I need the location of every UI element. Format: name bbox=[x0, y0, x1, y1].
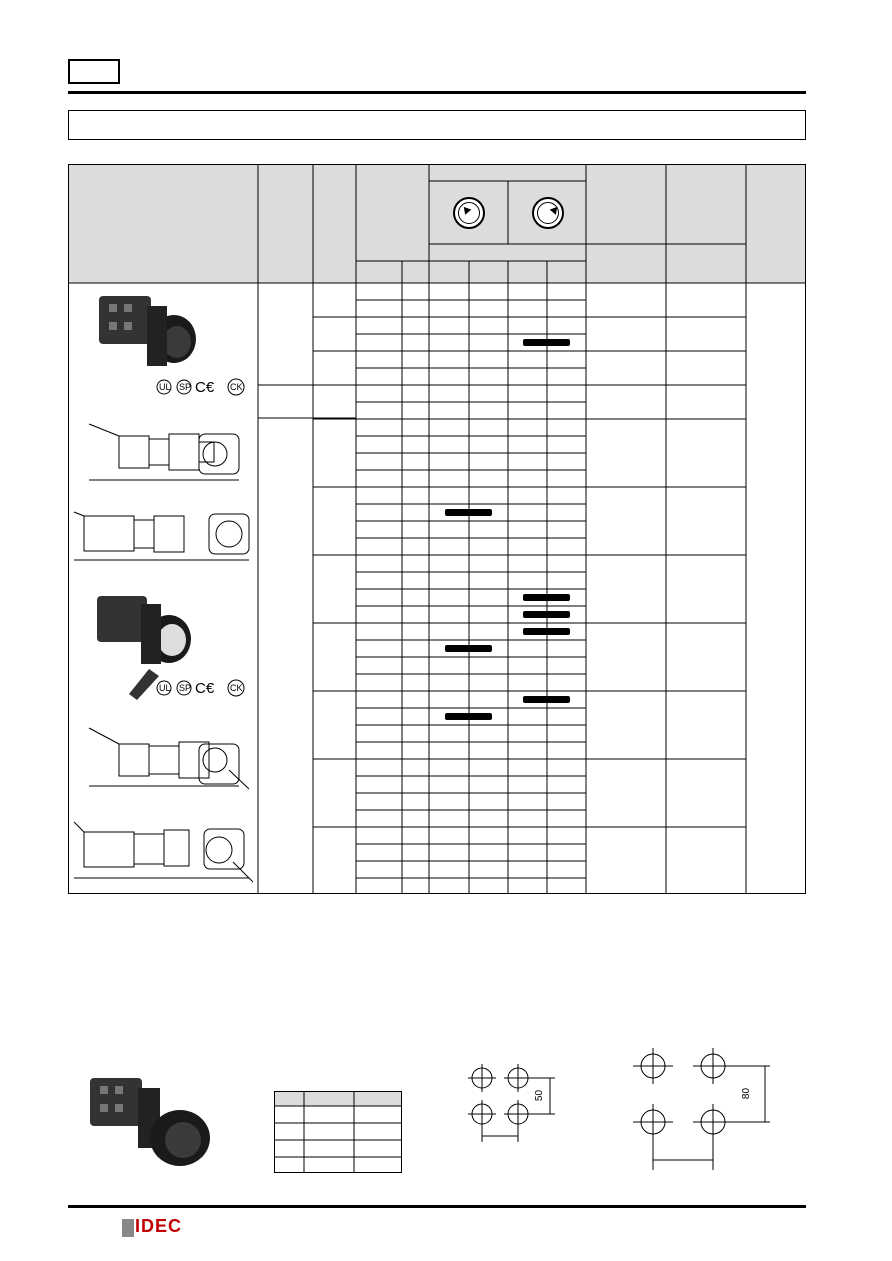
dimension-label-50: 50 bbox=[534, 1089, 546, 1102]
svg-text:C€: C€ bbox=[195, 680, 215, 697]
highlight-bar bbox=[445, 713, 492, 720]
selector-right-dial-icon bbox=[532, 197, 564, 229]
idec-logo-text: IDEC bbox=[135, 1216, 183, 1236]
svg-text:SP: SP bbox=[179, 683, 192, 693]
svg-text:CK: CK bbox=[230, 382, 243, 392]
pushbutton-photo-3 bbox=[80, 1068, 220, 1178]
mini-table bbox=[274, 1091, 402, 1173]
svg-text:UL: UL bbox=[159, 683, 171, 693]
highlight-bar bbox=[445, 645, 492, 652]
approval-marks-1 bbox=[157, 379, 244, 396]
highlight-bar bbox=[523, 696, 570, 703]
highlight-bar bbox=[523, 628, 570, 635]
svg-text:CK: CK bbox=[230, 683, 243, 693]
highlight-bar bbox=[523, 594, 570, 601]
dimension-label-80: 80 bbox=[741, 1087, 753, 1100]
svg-text:SP: SP bbox=[179, 382, 192, 392]
bottom-rule bbox=[68, 1205, 806, 1208]
idec-logo-mark bbox=[122, 1219, 134, 1237]
svg-text:C€: C€ bbox=[195, 379, 215, 396]
panel-cutout-diagram-large bbox=[625, 1040, 775, 1180]
pushbutton-photo-2 bbox=[97, 596, 191, 700]
panel-cutout-diagram-small bbox=[460, 1058, 570, 1153]
highlight-bar bbox=[523, 611, 570, 618]
product-illustrations bbox=[69, 284, 258, 893]
highlight-bar bbox=[523, 339, 570, 346]
svg-text:UL: UL bbox=[159, 382, 171, 392]
selector-left-dial-icon bbox=[453, 197, 485, 229]
pushbutton-photo-1 bbox=[99, 296, 196, 366]
highlight-bar bbox=[445, 509, 492, 516]
